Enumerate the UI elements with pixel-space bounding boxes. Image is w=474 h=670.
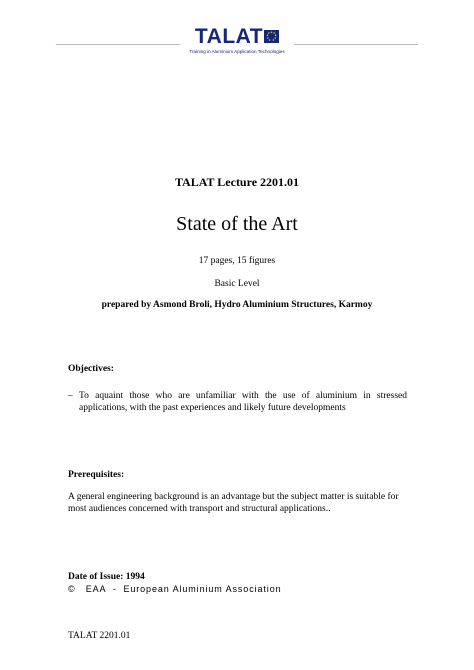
objective-item xyxy=(68,391,407,414)
logo-text: TALAT xyxy=(194,25,264,48)
logo-tagline: Training in Aluminium Application Technologies xyxy=(189,49,285,54)
prerequisites-text: A general engineering background is an advantage but the subject matter is suitable for most audiences concerned with transport and structural applications.. xyxy=(68,492,399,514)
author-line: prepared by Asmond Broli, Hydro Aluminium Structures, Karmoy xyxy=(101,300,373,310)
header-rule-right xyxy=(294,44,418,45)
objectives-heading: Objectives: xyxy=(68,364,114,374)
eu-flag-icon xyxy=(264,30,279,43)
page-header xyxy=(56,26,418,60)
lecture-number: TALAT Lecture 2201.01 xyxy=(174,175,300,189)
objective-text: To aquaint those who are unfamiliar with the use of aluminium in stressed applications, with the past experiences and likely future developments xyxy=(79,391,407,413)
dash-bullet: – xyxy=(68,391,73,401)
document-title: State of the Art xyxy=(176,213,298,235)
talat-logo xyxy=(189,26,285,60)
prerequisites-heading: Prerequisites: xyxy=(68,470,125,480)
page-count: 17 pages, 15 figures xyxy=(198,256,276,266)
copyright-line: © EAA - European Aluminium Association xyxy=(68,584,282,594)
header-rule-left xyxy=(56,44,180,45)
level: Basic Level xyxy=(214,279,260,289)
page-footer: TALAT 2201.01 xyxy=(68,631,131,641)
date-of-issue: Date of Issue: 1994 xyxy=(68,572,145,582)
